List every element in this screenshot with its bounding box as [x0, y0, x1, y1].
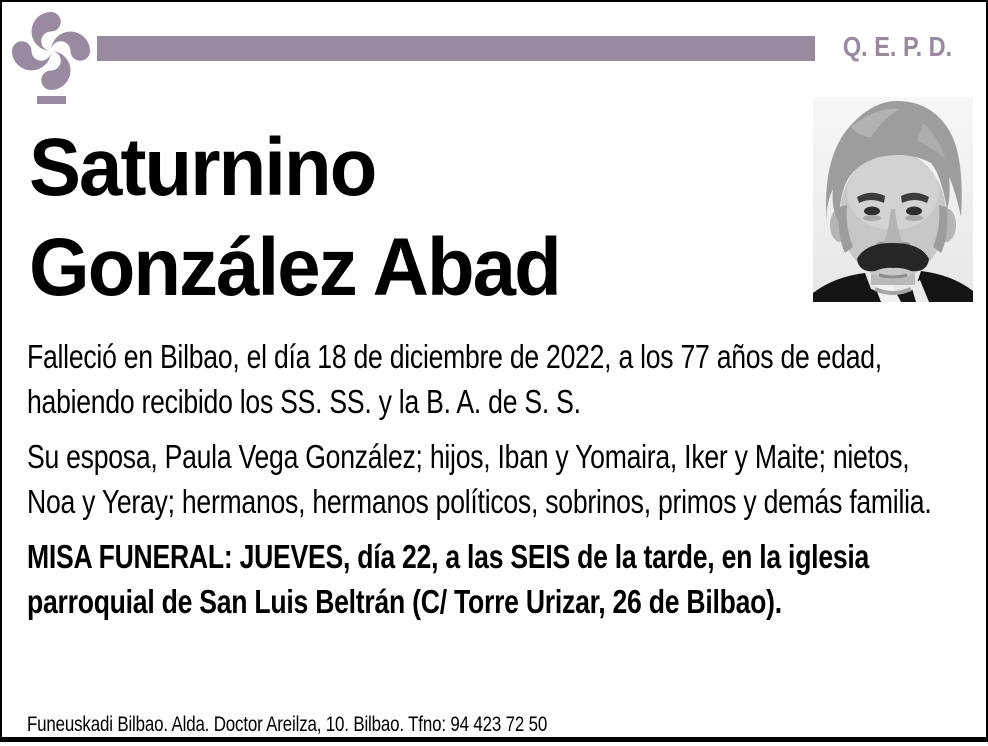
- deceased-portrait-icon: [813, 97, 973, 302]
- death-paragraph: Falleció en Bilbao, el día 18 de diciembre de 2022, a los 77 años de edad, habiendo recibido los SS. SS. y la B. A. de S. S.: [27, 338, 882, 420]
- lauburu-icon: [8, 8, 98, 106]
- portrait-photo: [813, 97, 973, 302]
- qepd-label: Q. E. P. D.: [842, 31, 952, 62]
- deceased-name: [29, 118, 560, 318]
- accent-bar: [97, 36, 815, 61]
- funeral-paragraph: MISA FUNERAL: JUEVES, día 22, a las SEIS de la tarde, en la iglesia parroquial de San Luis Beltrán (C/ Torre Urizar, 26 de Bilbao).: [27, 538, 870, 620]
- family-paragraph: Su esposa, Paula Vega González; hijos, Iban y Yomaira, Iker y Maite; nietos, Noa y Yeray; hermanos, hermanos políticos, sobrinos, primos y demás familia.: [27, 438, 932, 520]
- funeral-home-footer: Funeuskadi Bilbao. Alda. Doctor Areilza, 10. Bilbao. Tfno: 94 423 72 50: [27, 713, 548, 736]
- deceased-name-line1: Saturnino: [29, 122, 376, 213]
- notice-body: [27, 334, 953, 634]
- deceased-name-line2: González Abad: [29, 222, 560, 313]
